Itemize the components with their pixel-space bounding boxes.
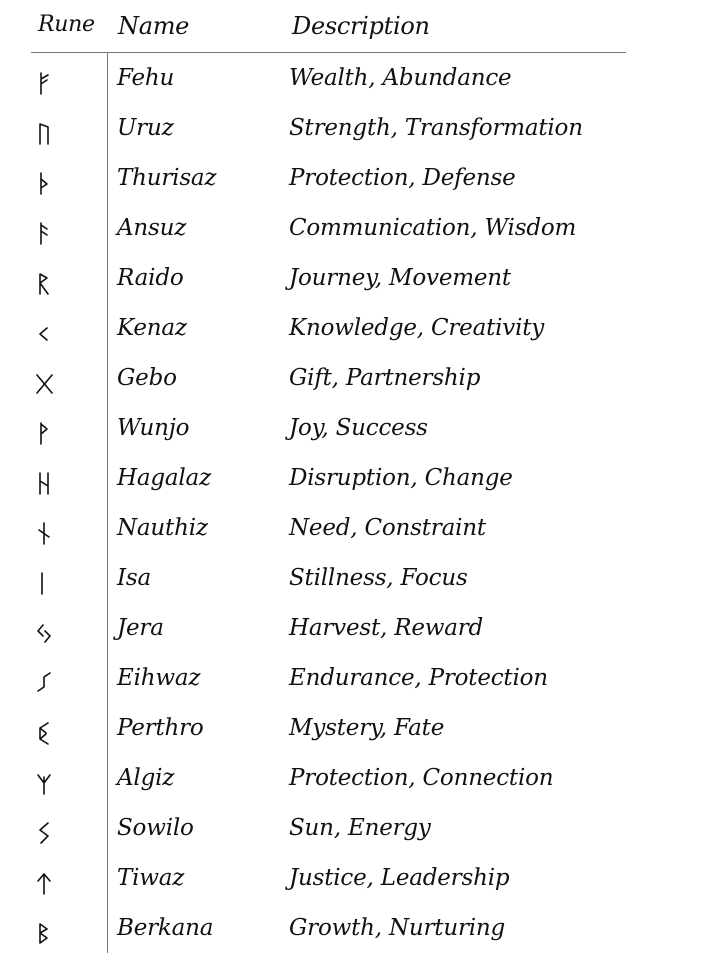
table-body [0,55,704,955]
table-row [0,805,704,855]
fehu-rune-icon [34,69,54,97]
perthro-rune-icon [34,719,54,747]
table-row [0,455,704,505]
table-row [0,605,704,655]
ansuz-rune-icon [34,219,54,247]
table-row [0,855,704,905]
rune-description: Wealth, Abundance [289,65,512,91]
hagalaz-rune-icon [34,469,54,497]
table-row [0,355,704,405]
table-row [0,755,704,805]
rune-name: Gebo [117,365,177,391]
sowilo-rune-icon [34,819,54,847]
rune-description: Need, Constraint [289,515,486,541]
rune-name: Jera [117,615,164,641]
rune-description: Gift, Partnership [289,365,481,391]
table-row [0,705,704,755]
isa-rune-icon [34,569,54,597]
rune-description: Sun, Energy [289,815,431,841]
rune-description: Harvest, Reward [289,615,484,641]
table-row [0,155,704,205]
rune-description: Stillness, Focus [289,565,468,591]
rune-name: Ansuz [117,215,187,241]
rune-name: Raido [117,265,184,291]
table-row [0,305,704,355]
table-row [0,255,704,305]
rune-name: Kenaz [117,315,187,341]
rune-name: Wunjo [117,415,190,441]
eihwaz-rune-icon [34,669,54,697]
rune-description: Strength, Transformation [289,115,583,141]
rune-description: Communication, Wisdom [289,215,577,241]
jera-rune-icon [34,619,54,647]
tiwaz-rune-icon [34,869,54,897]
algiz-rune-icon [34,769,54,797]
rune-name: Sowilo [117,815,194,841]
wunjo-rune-icon [34,419,54,447]
table-row [0,55,704,105]
rune-description: Protection, Connection [289,765,554,791]
rune-name: Algiz [117,765,175,791]
rune-description: Mystery, Fate [289,715,445,741]
header-divider [31,52,626,53]
rune-name: Isa [117,565,152,591]
table-row [0,555,704,605]
raido-rune-icon [34,269,54,297]
rune-description: Joy, Success [289,415,428,441]
rune-description: Growth, Nurturing [289,915,506,941]
kenaz-rune-icon [34,319,54,347]
rune-name: Eihwaz [117,665,201,691]
rune-name: Uruz [117,115,174,141]
table-row [0,655,704,705]
rune-description: Knowledge, Creativity [289,315,545,341]
rune-name: Berkana [117,915,214,941]
thurisaz-rune-icon [34,169,54,197]
rune-description: Justice, Leadership [289,865,510,891]
table-row [0,205,704,255]
rune-name: Nauthiz [117,515,208,541]
rune-name: Fehu [117,65,175,91]
rune-description: Endurance, Protection [289,665,548,691]
header-name: Name [118,12,190,40]
rune-name: Perthro [117,715,204,741]
rune-name: Tiwaz [117,865,185,891]
table-row [0,405,704,455]
rune-description: Journey, Movement [289,265,511,291]
rune-name: Thurisaz [117,165,217,191]
rune-name: Hagalaz [117,465,211,491]
nauthiz-rune-icon [34,519,54,547]
berkana-rune-icon [34,919,54,947]
rune-description: Disruption, Change [289,465,513,491]
table-row [0,905,704,955]
rune-description: Protection, Defense [289,165,516,191]
header-rune: Rune [38,12,95,37]
gebo-rune-icon [34,369,54,397]
table-row [0,505,704,555]
uruz-rune-icon [34,119,54,147]
table-row [0,105,704,155]
header-description: Description [292,12,430,40]
